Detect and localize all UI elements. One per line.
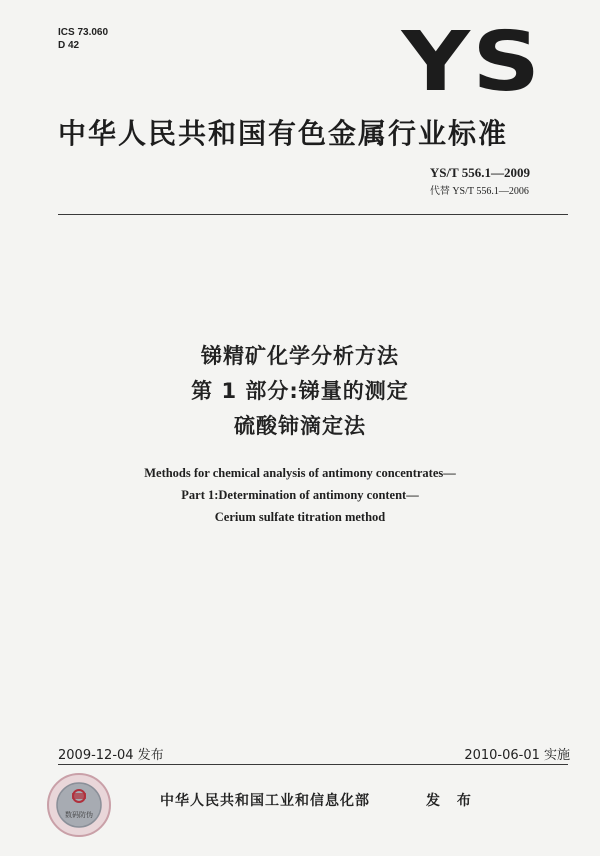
ccs-code: D 42	[58, 40, 80, 51]
ics-code: ICS 73.060	[58, 27, 109, 38]
zh-title-line-2: 第 1 部分:锑量的测定	[191, 379, 409, 403]
standard-type-title: 中华人民共和国有色金属行业标准	[58, 117, 509, 150]
effective-date: 2010-06-01 实施	[464, 748, 570, 763]
standard-code-block	[430, 165, 530, 197]
replaces-standard: 代替 YS/T 556.1—2006	[429, 186, 529, 197]
header-divider	[58, 214, 568, 215]
issuing-authority: 中华人民共和国工业和信息化部	[160, 793, 370, 809]
en-title-line-1: Methods for chemical analysis of antimony concentrates—	[144, 466, 456, 480]
classification-codes	[58, 26, 108, 52]
footer-divider	[58, 764, 568, 765]
zh-title-line-1: 锑精矿化学分析方法	[201, 344, 399, 368]
anti-counterfeit-seal-icon	[46, 772, 112, 838]
seal-label: 数码防伪	[65, 811, 93, 819]
en-title-line-2: Part 1:Determination of antimony content—	[181, 488, 419, 502]
standard-number: YS/T 556.1—2009	[429, 165, 530, 180]
en-title-line-3: Cerium sulfate titration method	[214, 510, 386, 524]
zh-title-line-3: 硫酸铈滴定法	[234, 414, 366, 438]
publish-label: 发 布	[426, 793, 477, 809]
ys-logo: YS	[401, 15, 542, 110]
issue-date: 2009-12-04 发布	[58, 748, 164, 763]
